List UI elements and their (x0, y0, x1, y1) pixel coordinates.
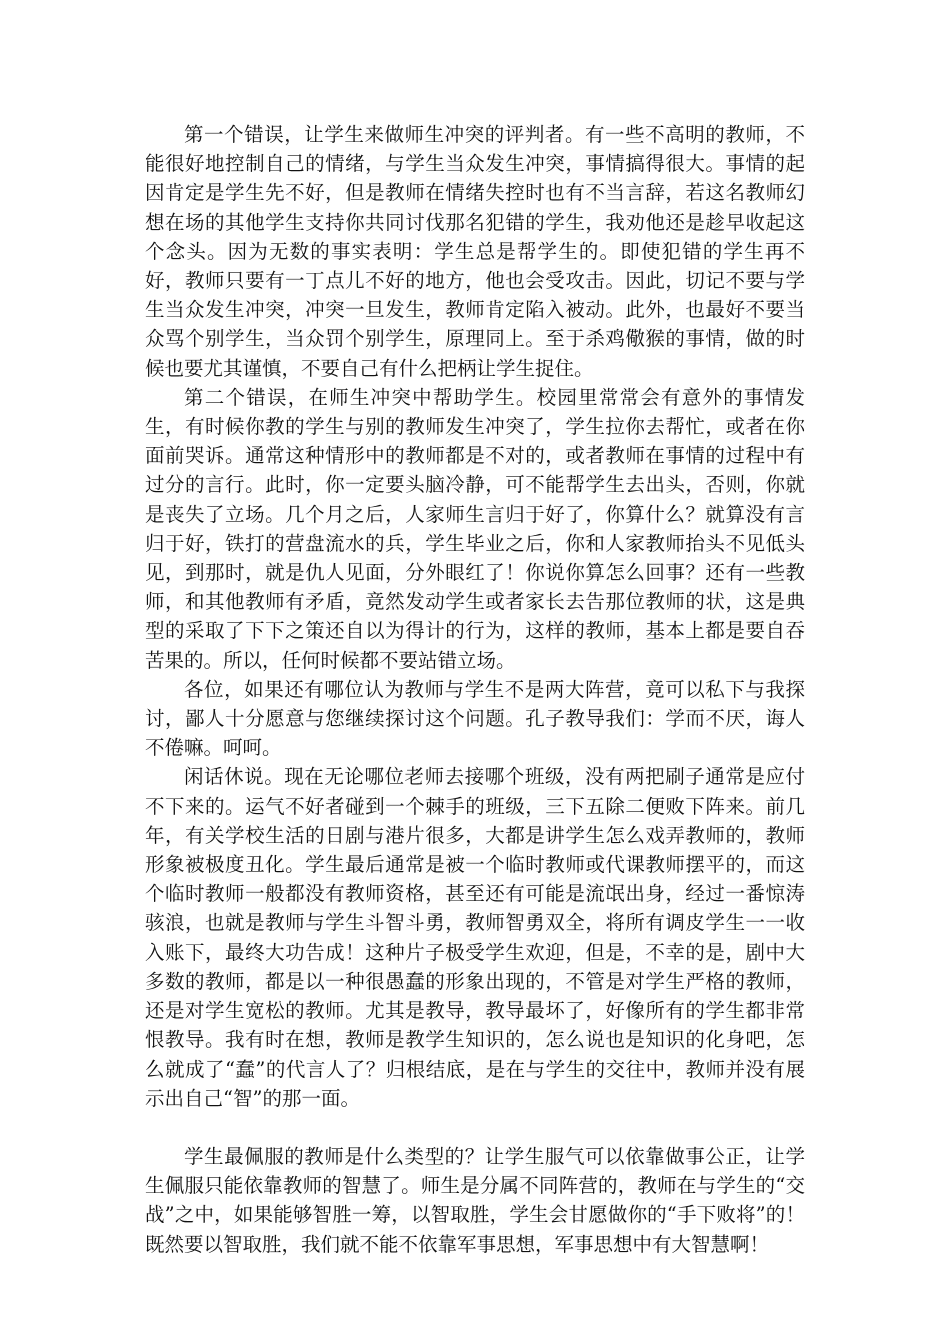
paragraph-wisdom: 学生最佩服的教师是什么类型的？让学生服气可以依靠做事公正，让学生佩服只能依靠教师的智慧了。师生是分属不同阵营的，教师在与学生的“交战”之中，如果能够智胜一筹，以智取胜，学生会甘愿做你的“手下败将”的！既然要以智取胜，我们就不能不依靠军事思想，军事思想中有大智慧啊！ (145, 1144, 805, 1256)
document-page (145, 120, 805, 1259)
paragraph-first-mistake: 第一个错误，让学生来做师生冲突的评判者。有一些不高明的教师，不能很好地控制自己的情绪，与学生当众发生冲突，事情搞得很大。事情的起因肯定是学生先不好，但是教师在情绪失控时也有不当言辞，若这名教师幻想在场的其他学生支持你共同讨伐那名犯错的学生，我劝他还是趁早收起这个念头。因为无数的事实表明：学生总是帮学生的。即使犯错的学生再不好，教师只要有一丁点儿不好的地方，他也会受攻击。因此，切记不要与学生当众发生冲突，冲突一旦发生，教师肯定陷入被动。此外，也最好不要当众骂个别学生，当众罚个别学生，原理同上。至于杀鸡儆猴的事情，做的时候也要尤其谨慎，不要自己有什么把柄让学生捉住。 (145, 123, 805, 380)
paragraph-digression: 闲话休说。现在无论哪位老师去接哪个班级，没有两把刷子通常是应付不下来的。运气不好者碰到一个棘手的班级，三下五除二便败下阵来。前几年，有关学校生活的日剧与港片很多，大都是讲学生怎么戏弄教师的，教师形象被极度丑化。学生最后通常是被一个临时教师或代课教师摆平的，而这个临时教师一般都没有教师资格，甚至还有可能是流氓出身，经过一番惊涛骇浪，也就是教师与学生斗智斗勇，教师智勇双全，将所有调皮学生一一收入账下，最终大功告成！这种片子极受学生欢迎，但是，不幸的是，剧中大多数的教师，都是以一种很愚蠢的形象出现的，不管是对学生严格的教师，还是对学生宽松的教师。尤其是教导，教导最坏了，好像所有的学生都非常恨教导。我有时在想，教师是教学生知识的，怎么说也是知识的化身吧，怎么就成了“蠢”的代言人了？归根结底，是在与学生的交往中，教师并没有展示出自己“智”的那一面。 (145, 765, 805, 1110)
paragraph-second-mistake: 第二个错误，在师生冲突中帮助学生。校园里常常会有意外的事情发生，有时候你教的学生与别的教师发生冲突了，学生拉你去帮忙，或者在你面前哭诉。通常这种情形中的教师都是不对的，或者教师在事情的过程中有过分的言行。此时，你一定要头脑冷静，可不能帮学生去出头，否则，你就是丧失了立场。几个月之后，人家师生言归于好了，你算什么？就算没有言归于好，铁打的营盘流水的兵，学生毕业之后，你和人家教师抬头不见低头见，到那时，就是仇人见面，分外眼红了！你说你算怎么回事？还有一些教师，和其他教师有矛盾，竟然发动学生或者家长去告那位教师的状，这是典型的采取了下下之策还自以为得计的行为，这样的教师，基本上都是要自吞苦果的。所以，任何时候都不要站错立场。 (145, 385, 805, 672)
paragraph-invitation: 各位，如果还有哪位认为教师与学生不是两大阵营，竟可以私下与我探讨，鄙人十分愿意与您继续探讨这个问题。孔子教导我们：学而不厌，诲人不倦嘛。呵呵。 (145, 677, 805, 760)
